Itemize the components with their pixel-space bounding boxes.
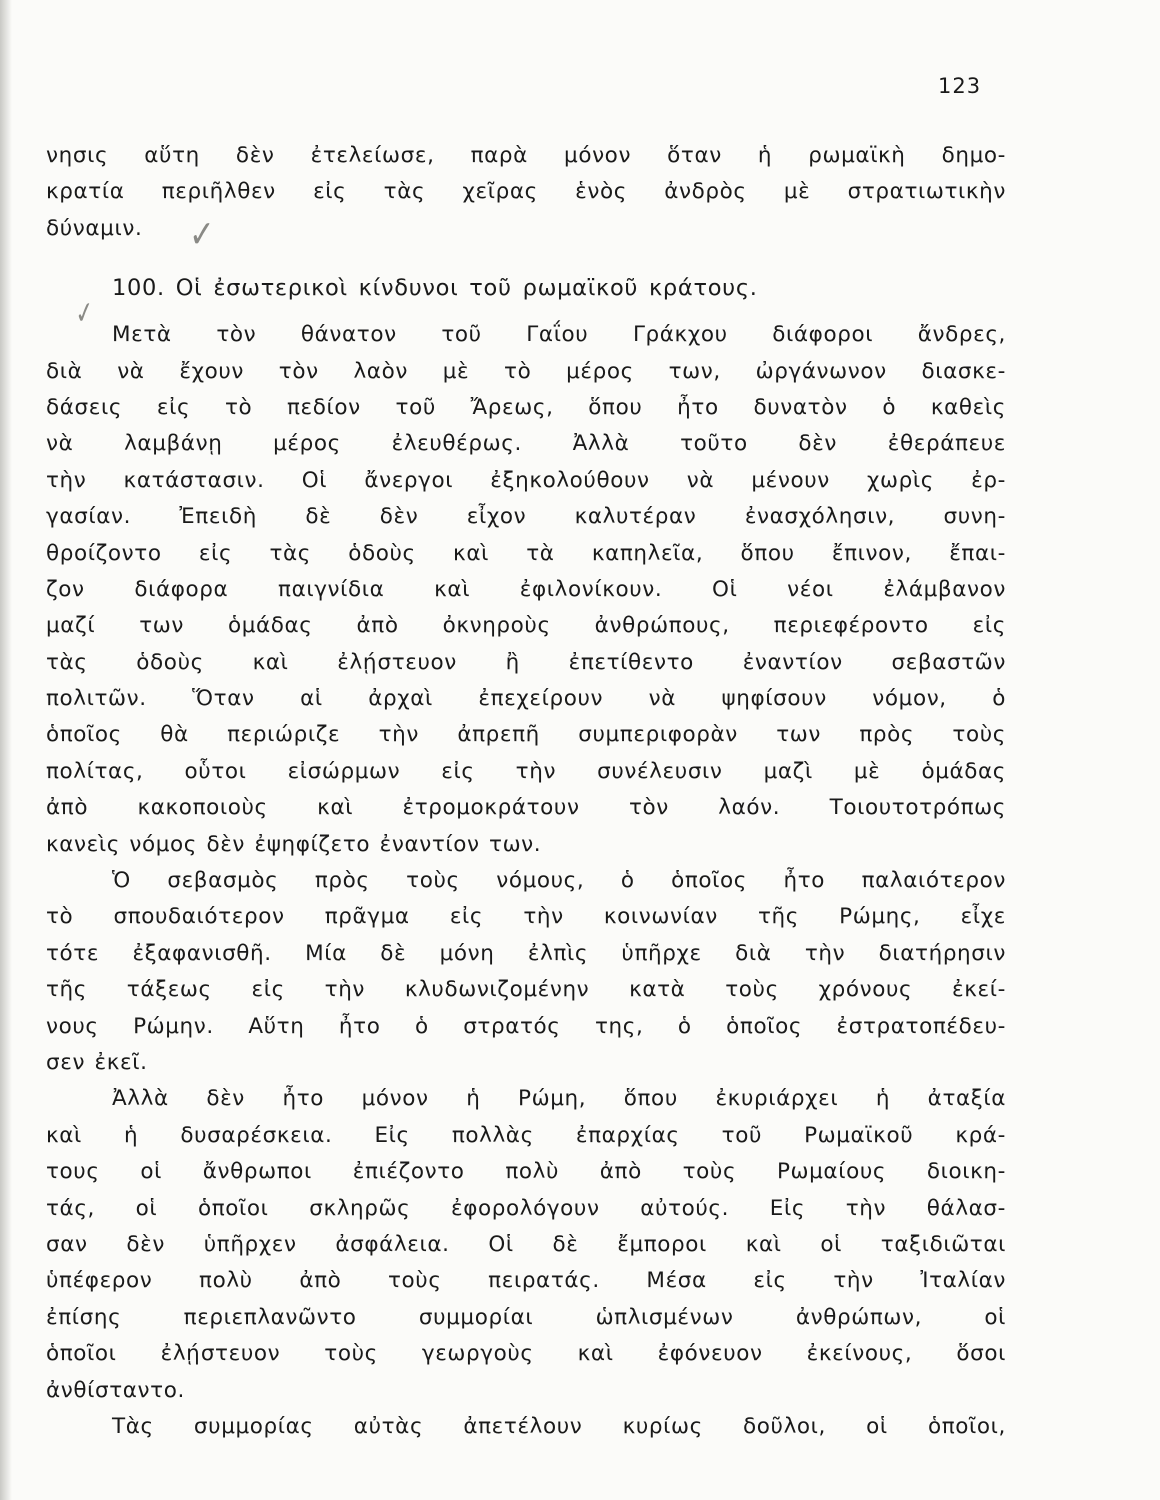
body-text: [46, 138, 1006, 1445]
text-line: τὴν κατάστασιν. Οἱ ἄνεργοι ἐξηκολούθουν νὰ μένουν χωρὶς ἐρ-: [46, 467, 1006, 493]
text-line: τῆς τάξεως εἰς τὴν κλυδωνιζομένην κατὰ τοὺς χρόνους ἐκεί-: [46, 977, 1006, 1003]
text-line: ἀπὸ κακοποιοὺς καὶ ἐτρομοκράτουν τὸν λαόν. Τοιουτοτρόπως: [46, 795, 1006, 821]
text-line: τὰς ὁδοὺς καὶ ἐλῄστευον ἢ ἐπετίθεντο ἐναντίον σεβαστῶν: [46, 649, 1006, 675]
text-line: τους οἱ ἄνθρωποι ἐπιέζοντο πολὺ ἀπὸ τοὺς Ρωμαίους διοικη-: [46, 1159, 1006, 1185]
text-line: πολίτας, οὗτοι εἰσώρμων εἰς τὴν συνέλευσιν μαζὶ μὲ ὁμάδας: [46, 758, 1006, 784]
text-line: κρατία περιῆλθεν εἰς τὰς χεῖρας ἑνὸς ἀνδρὸς μὲ στρατιωτικὴν: [46, 179, 1006, 205]
text-line: διὰ νὰ ἔχουν τὸν λαὸν μὲ τὸ μέρος των, ὠργάνωνον διασκε-: [46, 358, 1006, 384]
text-line: Ἀλλὰ δὲν ἦτο μόνον ἡ Ρώμη, ὅπου ἐκυριάρχει ἡ ἀταξία: [112, 1086, 1006, 1112]
text-line: Τὰς συμμορίας αὐτὰς ἀπετέλουν κυρίως δοῦλοι, οἱ ὁποῖοι,: [112, 1413, 1006, 1439]
text-line: κανεὶς νόμος δὲν ἐψηφίζετο ἐναντίον των.: [46, 831, 542, 857]
text-line: ὁποῖος θὰ περιώριζε τὴν ἀπρεπῆ συμπεριφορὰν των πρὸς τοὺς: [46, 722, 1006, 748]
text-line: νησις αὕτη δὲν ἐτελείωσε, παρὰ μόνον ὅταν ἡ ρωμαϊκὴ δημο-: [46, 143, 1006, 168]
text-line: ἀνθίσταντο.: [46, 1377, 185, 1403]
text-line: τότε ἐξαφανισθῆ. Μία δὲ μόνη ἐλπὶς ὑπῆρχε διὰ τὴν διατήρησιν: [46, 940, 1006, 966]
text-line: ζον διάφορα παιγνίδια καὶ ἐφιλονίκουν. Οἱ νέοι ἐλάμβανον: [46, 576, 1006, 602]
text-line: καὶ ἡ δυσαρέσκεια. Εἰς πολλὰς ἐπαρχίας τοῦ Ρωμαϊκοῦ κρά-: [46, 1122, 1006, 1148]
text-line: δάσεις εἰς τὸ πεδίον τοῦ Ἄρεως, ὅπου ἦτο δυνατὸν ὁ καθεὶς: [46, 394, 1006, 420]
text-line: ἐπίσης περιεπλανῶντο συμμορίαι ὡπλισμένων ἀνθρώπων, οἱ: [46, 1304, 1006, 1330]
text-line: νους Ρώμην. Αὕτη ἦτο ὁ στρατός της, ὁ ὁποῖος ἐστρατοπέδευ-: [46, 1013, 1006, 1039]
text-line: σαν δὲν ὑπῆρχεν ἀσφάλεια. Οἱ δὲ ἔμποροι καὶ οἱ ταξιδιῶται: [46, 1231, 1006, 1257]
text-line: ὑπέφερον πολὺ ἀπὸ τοὺς πειρατάς. Μέσα εἰς τὴν Ἰταλίαν: [46, 1268, 1006, 1294]
text-line: Ὁ σεβασμὸς πρὸς τοὺς νόμους, ὁ ὁποῖος ἦτο παλαιότερον: [112, 868, 1006, 894]
text-line: θροίζοντο εἰς τὰς ὁδοὺς καὶ τὰ καπηλεῖα, ὅπου ἔπινον, ἔπαι-: [46, 540, 1006, 566]
pencil-check-mark-2: ✓: [73, 294, 96, 333]
paragraph: [46, 1081, 1006, 1409]
pencil-check-mark-1: ✓: [189, 212, 215, 256]
text-line: πολιτῶν. Ὅταν αἱ ἀρχαὶ ἐπεχείρουν νὰ ψηφίσουν νόμον, ὁ: [46, 686, 1006, 712]
paragraph-continuation: [46, 138, 1006, 247]
scan-edge-shadow: [0, 0, 12, 1500]
text-line: γασίαν. Ἐπειδὴ δὲ δὲν εἶχον καλυτέραν ἐνασχόλησιν, συνη-: [46, 504, 1006, 530]
text-line: τὸ σπουδαιότερον πρᾶγμα εἰς τὴν κοινωνίαν τῆς Ρώμης, εἶχε: [46, 904, 1006, 930]
paragraph: [46, 317, 1006, 863]
text-line: ὁποῖοι ἐλῄστευον τοὺς γεωργοὺς καὶ ἐφόνευον ἐκείνους, ὅσοι: [46, 1341, 1006, 1367]
page-number: 123: [938, 74, 982, 98]
text-line: δύναμιν.: [46, 215, 143, 241]
text-line: σεν ἐκεῖ.: [46, 1049, 148, 1075]
text-line: μαζί των ὁμάδας ἀπὸ ὀκνηροὺς ἀνθρώπους, περιεφέροντο εἰς: [46, 613, 1006, 639]
text-line: τάς, οἱ ὁποῖοι σκληρῶς ἐφορολόγουν αὐτούς. Εἰς τὴν θάλασ-: [46, 1195, 1006, 1221]
section-heading: 100. Οἱ ἐσωτερικοὶ κίνδυνοι τοῦ ρωμαϊκοῦ κράτους.: [112, 275, 758, 302]
text-line: νὰ λαμβάνῃ μέρος ἐλευθέρως. Ἀλλὰ τοῦτο δὲν ἐθεράπευε: [46, 431, 1006, 457]
paragraph: [46, 1409, 1006, 1445]
paragraph: [46, 863, 1006, 1081]
text-line: Μετὰ τὸν θάνατον τοῦ Γαΐου Γράκχου διάφοροι ἄνδρες,: [112, 322, 1006, 348]
